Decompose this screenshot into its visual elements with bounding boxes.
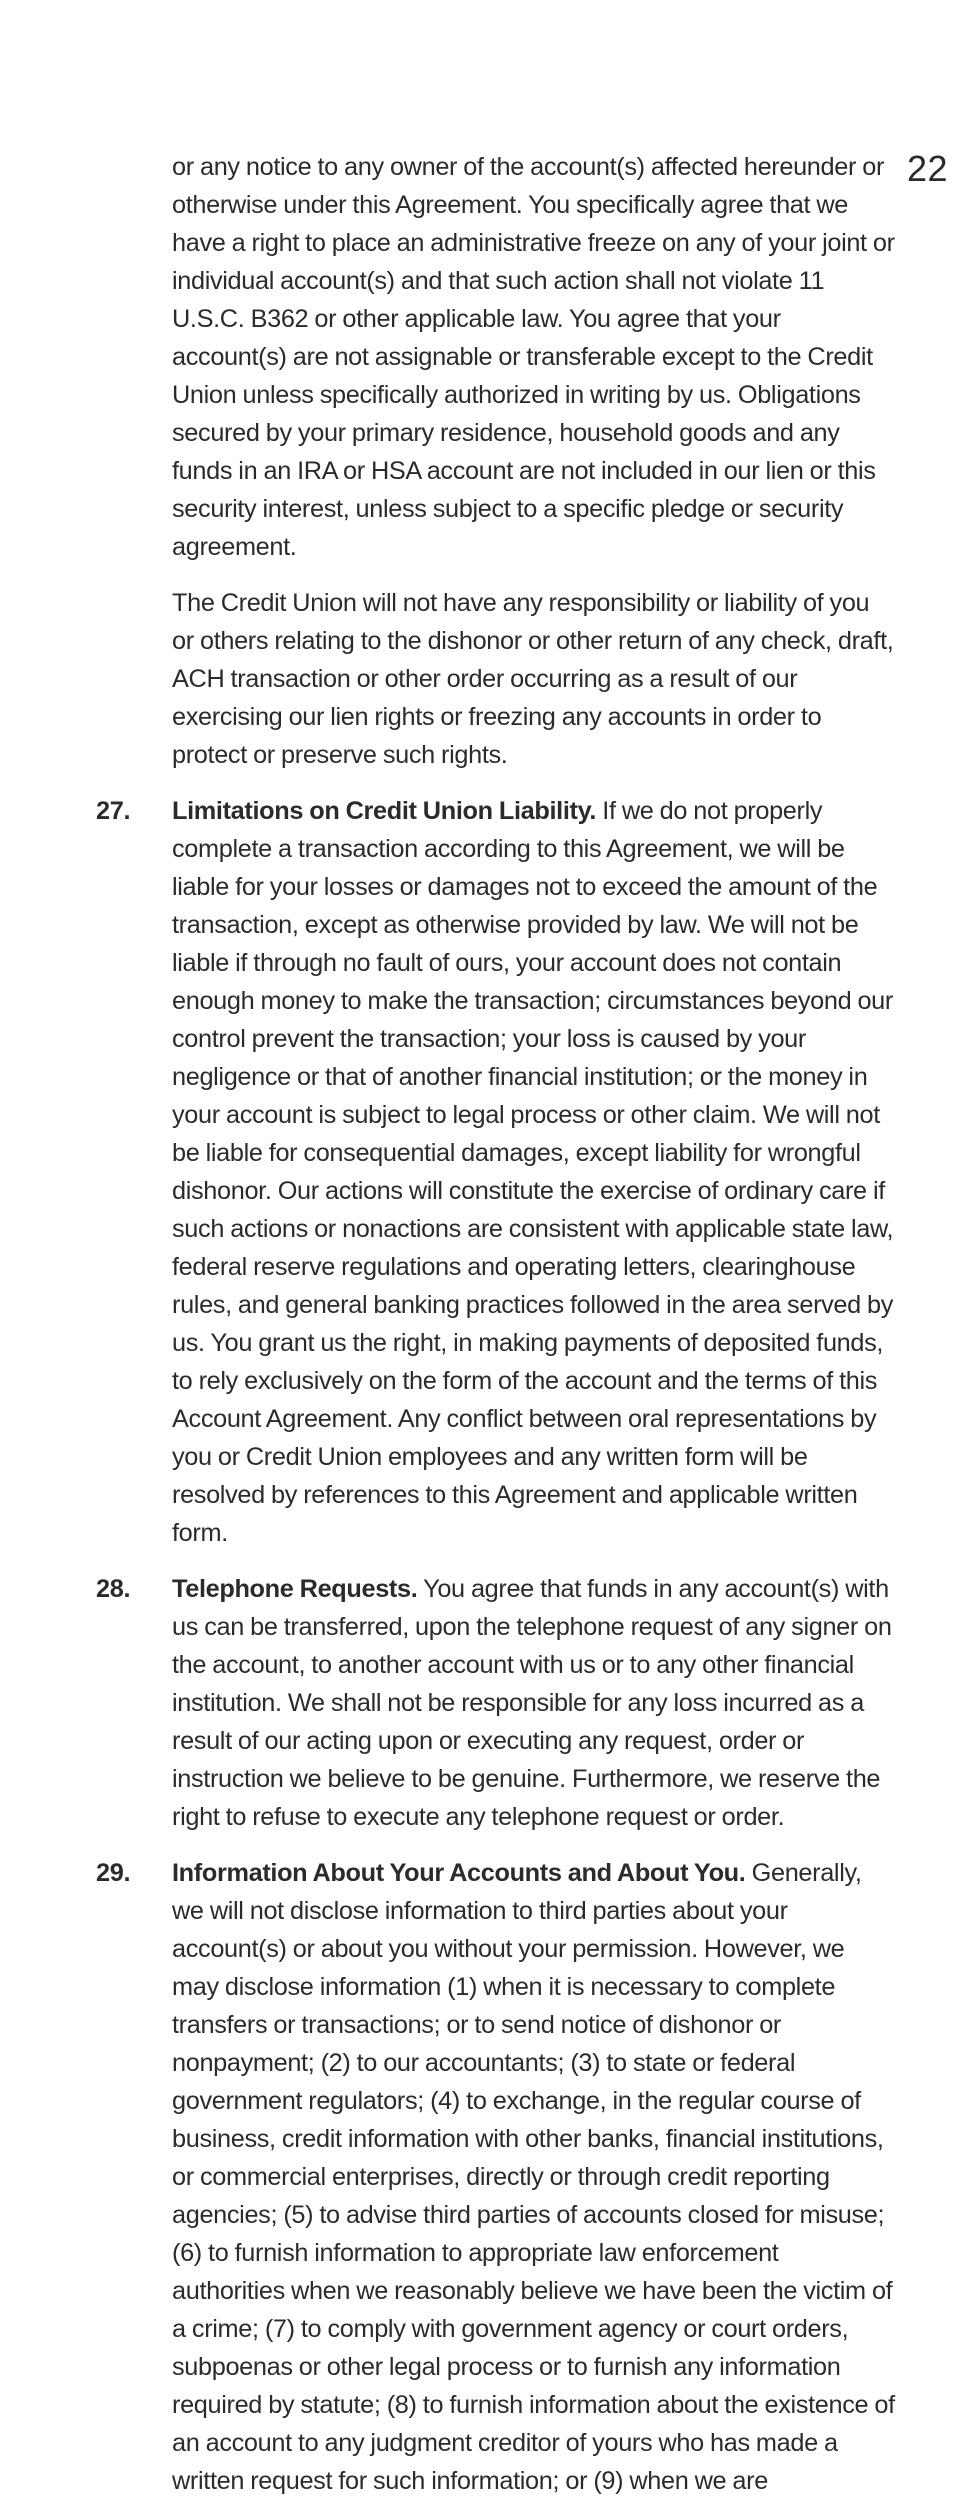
section-28: [96, 1570, 896, 1836]
section-body: [172, 792, 896, 1552]
section-body: [172, 1854, 896, 2500]
section-text: Generally, we will not disclose information to third parties about your account(s) or about you without your permission. However, we may disclose information (1) when it is necessary to complete transfers or transactions; or to send notice of dishonor or nonpayment; (2) to our accountants; (3) to state or federal government regulators; (4) to exchange, in the regular course of business, credit information with other banks, financial institutions, or commercial enterprises, directly or through credit reporting agencies; (5) to advise third parties of accounts closed for misuse; (6) to furnish information to appropriate law enforcement authorities when we reasonably believe we have been the victim of a crime; (7) to comply with government agency or court orders, subpoenas or other legal process or to furnish any information required by statute; (8) to furnish information about the existence of an account to any judgment creditor of yours who has made a written request for such information; or (9) when we are: [172, 1859, 895, 2495]
section-number: 29.: [96, 1859, 131, 1887]
page-number: 22: [906, 148, 948, 189]
section-text: You agree that funds in any account(s) with us can be transferred, upon the telephone request of any signer on the account, to another account with us or to any other financial institution. We shall not be responsible for any loss incurred as a result of our acting upon or executing any request, order or instruction we believe to be genuine. Furthermore, we reserve the right to refuse to execute any telephone request or order.: [172, 1575, 892, 1831]
section-heading: Limitations on Credit Union Liability.: [172, 797, 597, 825]
continued-paragraph: or any notice to any owner of the account(s) affected hereunder or otherwise under this Agreement. You specifically agree that we have a right to place an administrative freeze on any of your joint or individual account(s) and that such action shall not violate 11 U.S.C. B362 or other applicable law. You agree that your account(s) are not assignable or transferable except to the Credit Union unless specifically authorized in writing by us. Obligations secured by your primary residence, household goods and any funds in an IRA or HSA account are not included in our lien or this security interest, unless subject to a specific pledge or security agreement.: [172, 153, 895, 561]
section-27: [96, 792, 896, 1552]
continued-paragraph: The Credit Union will not have any responsibility or liability of you or others relating to the dishonor or other return of any check, draft, ACH transaction or other order occurring as a result of our exercising our lien rights or freezing any accounts in order to protect or preserve such rights.: [172, 589, 894, 769]
section-number: 28.: [96, 1575, 131, 1603]
section-29: [96, 1854, 896, 2500]
section-text: If we do not properly complete a transaction according to this Agreement, we will be liable for your losses or damages not to exceed the amount of the transaction, except as otherwise provided by law. We will not be liable if through no fault of ours, your account does not contain enough money to make the transaction; circumstances beyond our control prevent the transaction; your loss is caused by your negligence or that of another financial institution; or the money in your account is subject to legal process or other claim. We will not be liable for consequential damages, except liability for wrongful dishonor. Our actions will constitute the exercise of ordinary care if such actions or nonactions are consistent with applicable state law, federal reserve regulations and operating letters, clearinghouse rules, and general banking practices followed in the area served by us. You grant us the right, in making payments of deposited funds, to rely exclusively on the form of the account and the terms of this Account Agreement. Any conflict between oral representations by you or Credit Union employees and any written form will be resolved by references to this Agreement and applicable written form.: [172, 797, 894, 1547]
section-heading: Telephone Requests.: [172, 1575, 418, 1603]
document-body: [96, 148, 896, 2518]
section-body: [172, 1570, 896, 1836]
section-heading: Information About Your Accounts and About You.: [172, 1859, 746, 1887]
section-number: 27.: [96, 797, 131, 825]
